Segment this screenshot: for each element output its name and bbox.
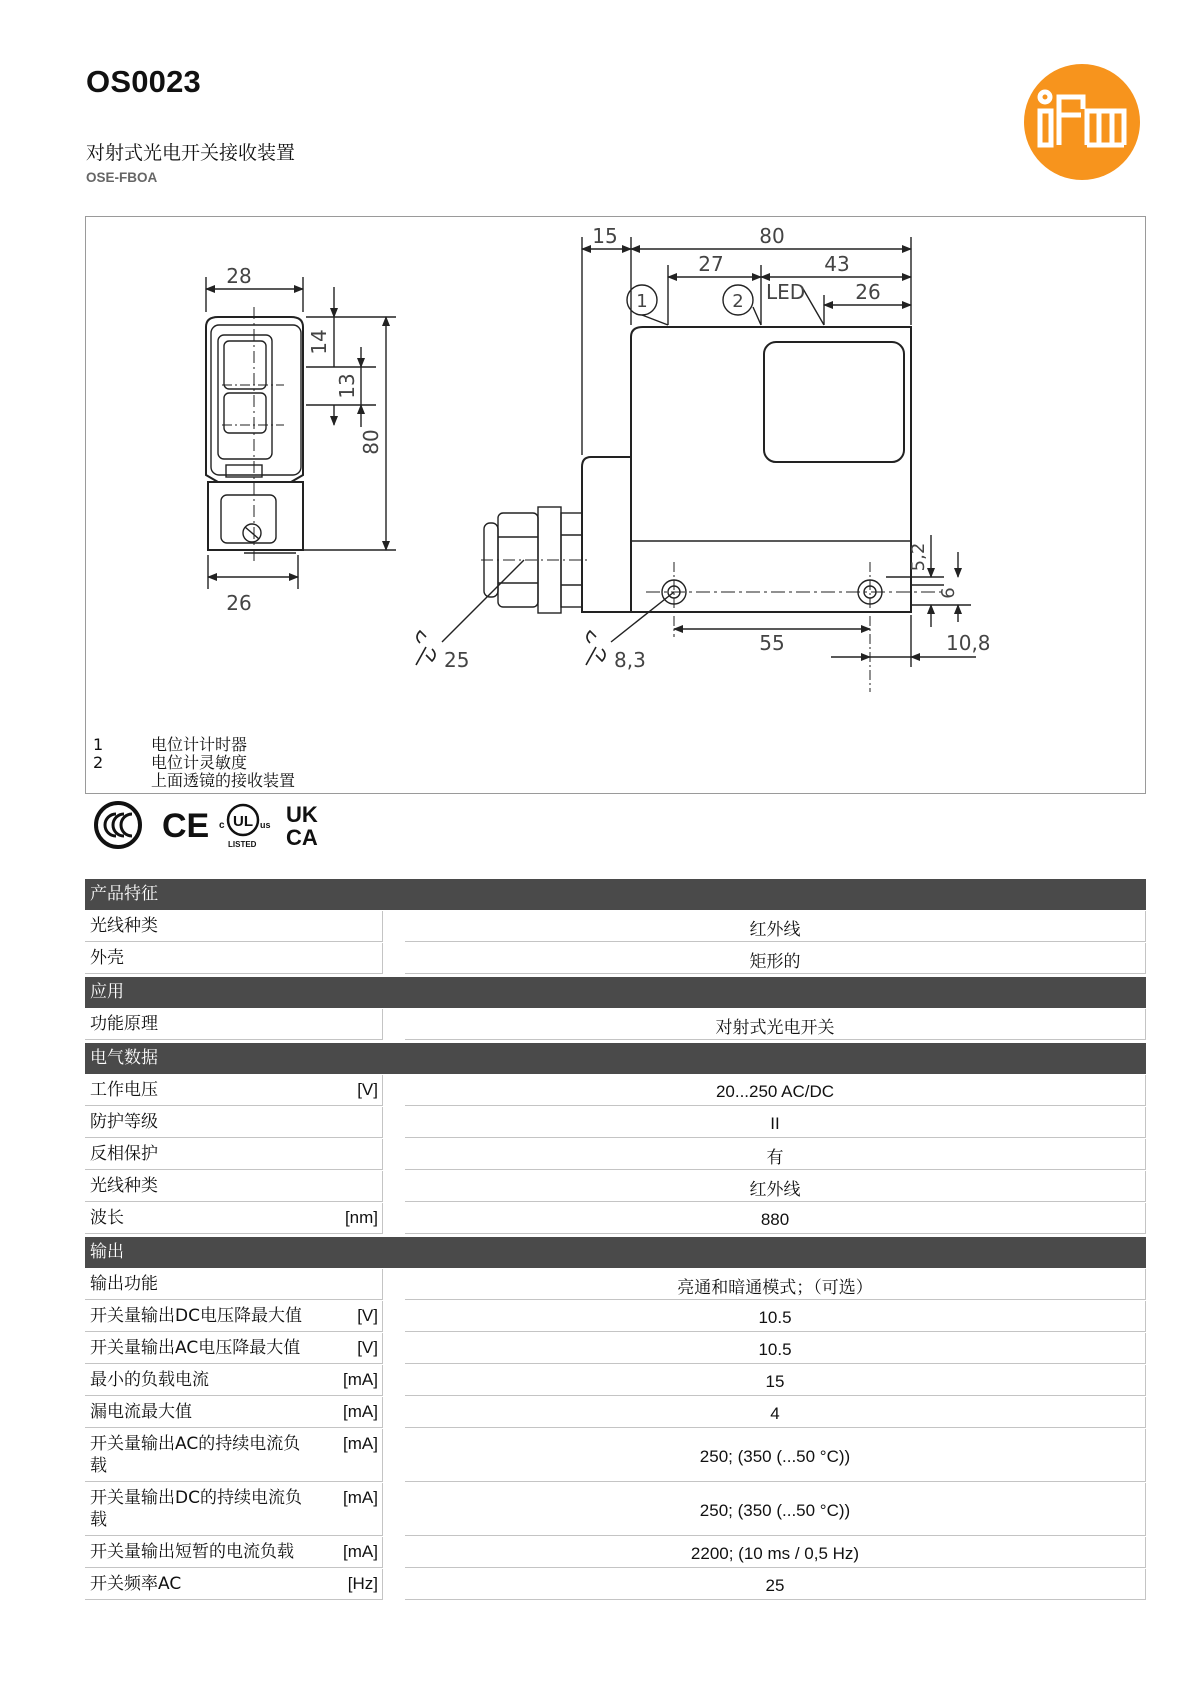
dim-side-6: 6 [938, 587, 959, 599]
spec-row [85, 1301, 1146, 1332]
spec-unit: [mA] [343, 1370, 378, 1389]
product-type-code: OSE-FBOA [86, 170, 158, 185]
spec-label: 开关量输出DC电压降最大值 [90, 1306, 302, 1326]
legend-text: 电位计计时器 [151, 735, 248, 754]
spec-value: 亮通和暗通模式；（可选） [405, 1269, 1146, 1300]
ifm-logo [1023, 63, 1141, 181]
spec-value: 250; (350 (...50 °C)) [405, 1483, 1146, 1536]
spec-label: 开关量输出DC的持续电流负载 [90, 1488, 302, 1530]
legend-item [93, 754, 295, 790]
spec-label-cell [85, 1009, 383, 1040]
spec-value: 4 [405, 1397, 1146, 1428]
spec-label: 输出功能 [90, 1274, 158, 1294]
spec-label: 漏电流最大值 [90, 1402, 192, 1422]
spec-unit: [mA] [343, 1434, 378, 1453]
spec-value: 20...250 AC/DC [405, 1075, 1146, 1106]
dim-front-width-bottom: 26 [226, 591, 252, 615]
spec-value: 880 [405, 1203, 1146, 1234]
spec-value: 250; (350 (...50 °C)) [405, 1429, 1146, 1482]
legend-item [93, 736, 295, 754]
spec-row [85, 1569, 1146, 1600]
spec-value: 10.5 [405, 1301, 1146, 1332]
spec-label: 功能原理 [90, 1014, 158, 1034]
svg-text:us: us [260, 820, 271, 830]
svg-text:c: c [219, 820, 225, 831]
product-code: OS0023 [86, 64, 201, 99]
spec-row [85, 1429, 1146, 1482]
section-header: 产品特征 [85, 879, 1146, 910]
spec-value: 矩形的 [405, 943, 1146, 974]
spec-label-cell [85, 1333, 383, 1364]
spec-unit: [V] [357, 1080, 378, 1099]
legend-num: 2 [93, 753, 104, 772]
spec-row [85, 1333, 1146, 1364]
spec-row [85, 1483, 1146, 1536]
dim-side-55: 55 [759, 631, 785, 655]
spec-label-cell [85, 1365, 383, 1396]
ce-mark-icon: CE [162, 807, 210, 845]
spec-value: 2200; (10 ms / 0,5 Hz) [405, 1537, 1146, 1568]
svg-text:LISTED: LISTED [228, 840, 257, 849]
spec-label: 反相保护 [90, 1144, 158, 1164]
spec-label-cell [85, 1269, 383, 1300]
dim-front-width-top: 28 [226, 264, 252, 288]
spec-row [85, 1203, 1146, 1234]
spec-label: 开关量输出AC的持续电流负载 [90, 1434, 301, 1476]
spec-label: 开关量输出AC电压降最大值 [90, 1338, 301, 1358]
spec-label: 开关频率AC [90, 1574, 182, 1594]
spec-label-cell [85, 1203, 383, 1234]
spec-label-cell [85, 1569, 383, 1600]
dim-front-14: 14 [307, 329, 331, 355]
product-description: 对射式光电开关接收装置 [86, 142, 296, 164]
legend-text: 电位计灵敏度 上面透镜的接收装置 [151, 753, 296, 790]
ukca-mark-icon [286, 802, 318, 850]
dim-side-5-2: 5,2 [908, 542, 929, 572]
dim-front-13: 13 [335, 373, 359, 399]
spec-label-cell [85, 1171, 383, 1202]
section-header: 输出 [85, 1237, 1146, 1268]
spec-label-cell [85, 1429, 383, 1482]
certification-marks [90, 800, 350, 850]
dim-wrench-8-3: 8,3 [614, 648, 646, 672]
dim-front-height: 80 [359, 429, 383, 455]
spec-row [85, 1075, 1146, 1106]
spec-label: 外壳 [90, 948, 124, 968]
spec-label-cell [85, 1537, 383, 1568]
spec-label-cell [85, 911, 383, 942]
spec-unit: [Hz] [347, 1574, 378, 1593]
spec-label-cell [85, 1397, 383, 1428]
ccc-mark-icon [96, 803, 140, 847]
spec-label-cell [85, 1139, 383, 1170]
spec-label: 光线种类 [90, 1176, 158, 1196]
spec-row [85, 1139, 1146, 1170]
spec-value: 红外线 [405, 911, 1146, 942]
drawing-legend [93, 736, 295, 790]
dimension-drawing [85, 216, 1146, 794]
spec-row [85, 1537, 1146, 1568]
spec-value: 有 [405, 1139, 1146, 1170]
spec-row [85, 1365, 1146, 1396]
spec-unit: [mA] [343, 1402, 378, 1421]
spec-label-cell [85, 1483, 383, 1536]
section-header: 电气数据 [85, 1043, 1146, 1074]
spec-row [85, 1009, 1146, 1040]
spec-label: 光线种类 [90, 916, 158, 936]
legend-num: 1 [93, 735, 104, 754]
svg-text:UL: UL [233, 813, 253, 830]
dim-side-10-8: 10,8 [946, 631, 991, 655]
spec-label-cell [85, 943, 383, 974]
spec-value: 25 [405, 1569, 1146, 1600]
dim-side-26: 26 [855, 280, 881, 304]
spec-row [85, 1397, 1146, 1428]
ul-listed-mark-icon [219, 805, 271, 849]
dim-side-80: 80 [759, 224, 785, 248]
spec-row [85, 911, 1146, 942]
svg-text:UK: UK [286, 802, 318, 827]
dim-side-27: 27 [698, 252, 724, 276]
spec-value: 红外线 [405, 1171, 1146, 1202]
spec-value: 对射式光电开关 [405, 1009, 1146, 1040]
dim-side-15: 15 [592, 224, 618, 248]
spec-label: 开关量输出短暂的电流负载 [90, 1542, 294, 1562]
spec-row [85, 1269, 1146, 1300]
dim-side-43: 43 [824, 252, 850, 276]
spec-unit: [V] [357, 1306, 378, 1325]
spec-unit: [mA] [343, 1542, 378, 1561]
spec-value: 15 [405, 1365, 1146, 1396]
spec-label: 最小的负载电流 [90, 1370, 209, 1390]
callout-2: 2 [732, 291, 744, 312]
spec-row [85, 1171, 1146, 1202]
spec-value: II [405, 1107, 1146, 1138]
section-header: 应用 [85, 977, 1146, 1008]
spec-unit: [mA] [343, 1488, 378, 1507]
spec-label-cell [85, 1075, 383, 1106]
spec-table [85, 879, 1146, 1601]
callout-1: 1 [636, 291, 648, 312]
spec-value: 10.5 [405, 1333, 1146, 1364]
dim-wrench-25: 25 [444, 648, 470, 672]
spec-label-cell [85, 1107, 383, 1138]
spec-row [85, 1107, 1146, 1138]
dim-side-led: LED [766, 280, 806, 304]
spec-unit: [V] [357, 1338, 378, 1357]
spec-label: 防护等级 [90, 1112, 158, 1132]
spec-label-cell [85, 1301, 383, 1332]
svg-text:CA: CA [286, 825, 318, 850]
spec-label: 波长 [90, 1208, 124, 1228]
spec-label: 工作电压 [90, 1080, 158, 1100]
spec-unit: [nm] [344, 1208, 378, 1227]
spec-row [85, 943, 1146, 974]
